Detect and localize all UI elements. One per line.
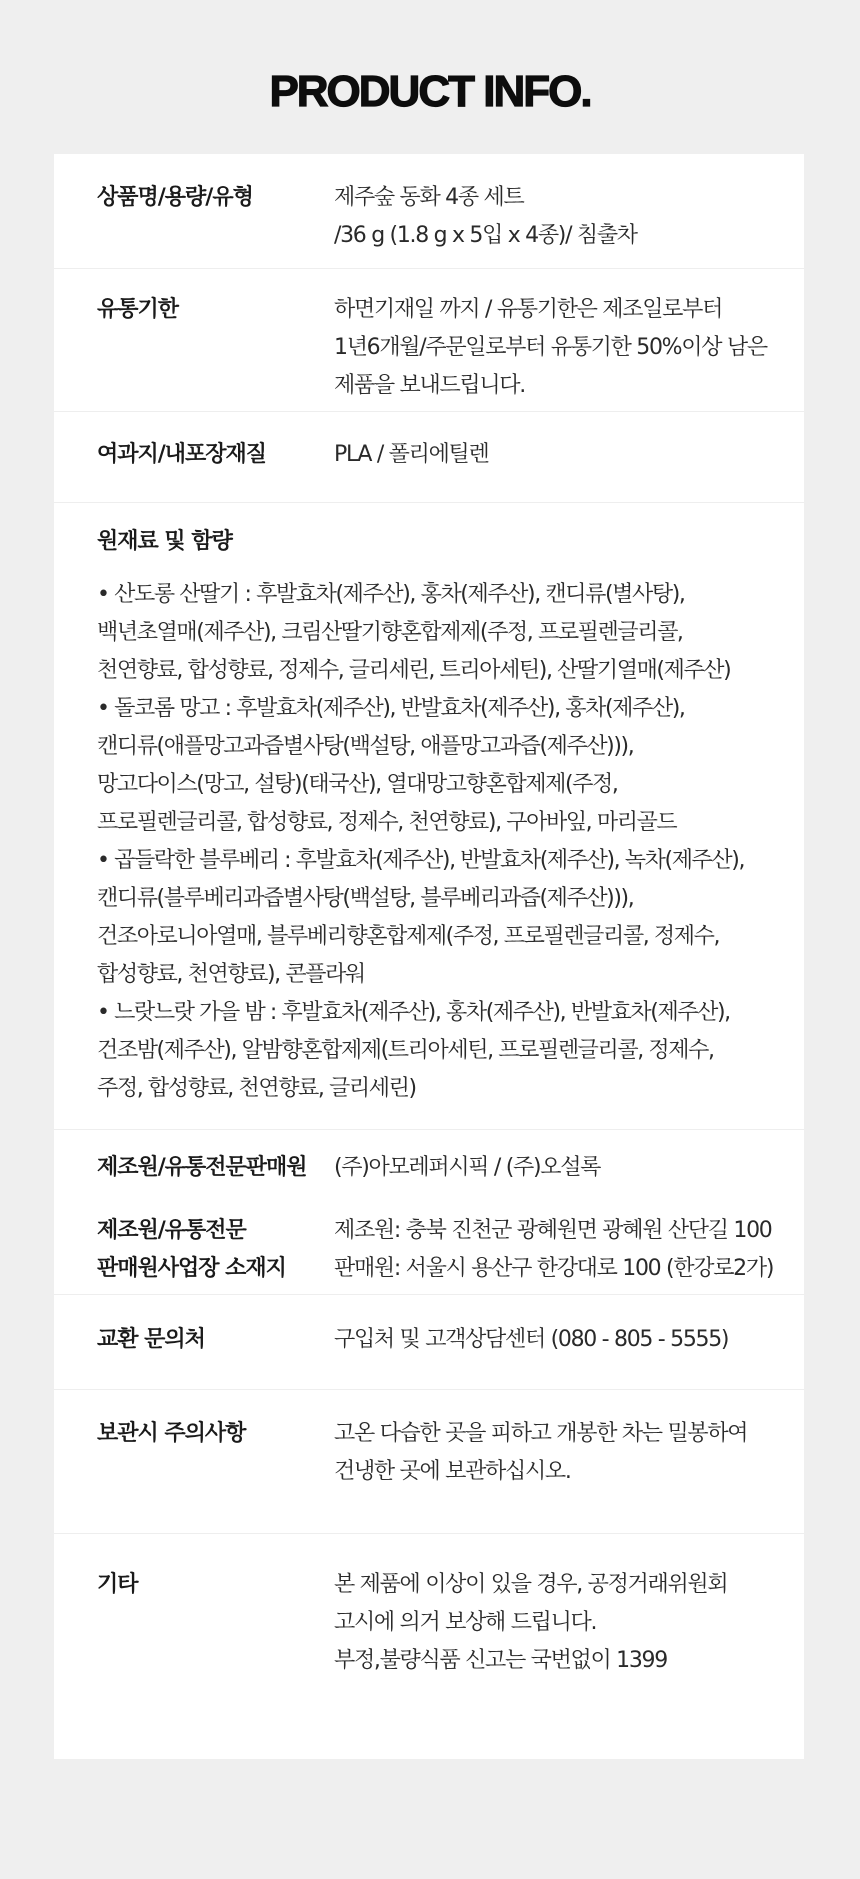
row-label: 상품명/용량/유형	[97, 185, 253, 210]
value-line: 하면기재일 까지 / 유통기한은 제조일로부터	[334, 297, 723, 322]
ingredient-line: 프로필렌글리콜, 합성향료, 정제수, 천연향료), 구아바잎, 마리골드	[97, 810, 677, 835]
ingredient-line: 건조아로니아열매, 블루베리향혼합제제(주정, 프로필렌글리콜, 정제수,	[97, 924, 720, 949]
row-label: 원재료 및 함량	[97, 529, 232, 554]
value-line: 건냉한 곳에 보관하십시오.	[334, 1459, 571, 1484]
row-value	[334, 1321, 784, 1359]
row-value	[334, 1566, 784, 1680]
value-line: 부정,불량식품 신고는 국번없이 1399	[334, 1648, 667, 1673]
ingredient-line: 캔디류(애플망고과즙별사탕(백설탕, 애플망고과즙(제주산))),	[97, 734, 634, 759]
row-expiry	[54, 269, 804, 412]
page-title: PRODUCT INFO.	[269, 67, 591, 116]
product-info-card	[54, 154, 804, 1759]
label-line: 판매원사업장 소재지	[97, 1256, 286, 1281]
row-etc	[54, 1534, 804, 1759]
value-line: 1년6개월/주문일로부터 유통기한 50%이상 남은	[334, 335, 767, 360]
ingredient-line: 주정, 합성향료, 천연향료, 글리세린)	[97, 1076, 416, 1101]
value-line: 제조원: 충북 진천군 광혜원면 광혜원 산단길 100	[334, 1218, 772, 1243]
ingredient-line: • 느랏느랏 가을 밤 : 후발효차(제주산), 홍차(제주산), 반발효차(제주산),	[97, 1000, 730, 1025]
ingredient-line: 천연향료, 합성향료, 정제수, 글리세린, 트리아세틴), 산딸기열매(제주산)	[97, 658, 731, 683]
row-ingredients	[54, 503, 804, 1130]
row-value	[334, 179, 784, 255]
value-line: 구입처 및 고객상담센터 (080 - 805 - 5555)	[334, 1327, 729, 1352]
row-label: 제조원/유통전문판매원	[97, 1155, 307, 1180]
row-value	[334, 1149, 784, 1187]
ingredient-line: • 곱들락한 블루베리 : 후발효차(제주산), 반발효차(제주산), 녹차(제주산),	[97, 848, 745, 873]
row-label: 유통기한	[97, 297, 179, 322]
value-line: 제주숲 동화 4종 세트	[334, 185, 524, 210]
row-value-address	[334, 1212, 784, 1288]
row-value	[334, 1415, 784, 1491]
ingredient-line: 합성향료, 천연향료), 콘플라워	[97, 962, 365, 987]
row-exchange	[54, 1295, 804, 1390]
value-line: 제품을 보내드립니다.	[334, 373, 525, 398]
ingredient-line: • 돌코롬 망고 : 후발효차(제주산), 반발효차(제주산), 홍차(제주산),	[97, 696, 685, 721]
row-manufacturer	[54, 1130, 804, 1295]
value-line: /36 g (1.8 g x 5입 x 4종)/ 침출차	[334, 223, 637, 248]
value-line: 고온 다습한 곳을 피하고 개봉한 차는 밀봉하여	[334, 1421, 748, 1446]
value-line: 본 제품에 이상이 있을 경우, 공정거래위원회	[334, 1572, 728, 1597]
ingredient-line: 캔디류(블루베리과즙별사탕(백설탕, 블루베리과즙(제주산))),	[97, 886, 634, 911]
ingredient-line: • 산도롱 산딸기 : 후발효차(제주산), 홍차(제주산), 캔디류(별사탕),	[97, 582, 685, 607]
value-line: 고시에 의거 보상해 드립니다.	[334, 1610, 597, 1635]
row-label: 보관시 주의사항	[97, 1421, 246, 1446]
row-label: 교환 문의처	[97, 1327, 205, 1352]
ingredients-list	[97, 576, 777, 1108]
value-line: 판매원: 서울시 용산구 한강대로 100 (한강로2가)	[334, 1256, 774, 1281]
row-value	[334, 436, 784, 474]
label-line: 제조원/유통전문	[97, 1218, 246, 1243]
ingredient-line: 건조밤(제주산), 알밤향혼합제제(트리아세틴, 프로필렌글리콜, 정제수,	[97, 1038, 714, 1063]
value-line: PLA / 폴리에틸렌	[334, 442, 489, 467]
row-label: 여과지/내포장재질	[97, 442, 267, 467]
value-line: (주)아모레퍼시픽 / (주)오설록	[334, 1155, 601, 1180]
row-product-name	[54, 154, 804, 269]
ingredient-line: 망고다이스(망고, 설탕)(태국산), 열대망고향혼합제제(주정,	[97, 772, 618, 797]
ingredient-line: 백년초열매(제주산), 크림산딸기향혼합제제(주정, 프로필렌글리콜,	[97, 620, 683, 645]
row-packaging	[54, 412, 804, 503]
row-label: 기타	[97, 1572, 138, 1597]
row-value	[334, 291, 784, 405]
row-label-address	[97, 1212, 286, 1288]
row-storage	[54, 1390, 804, 1534]
